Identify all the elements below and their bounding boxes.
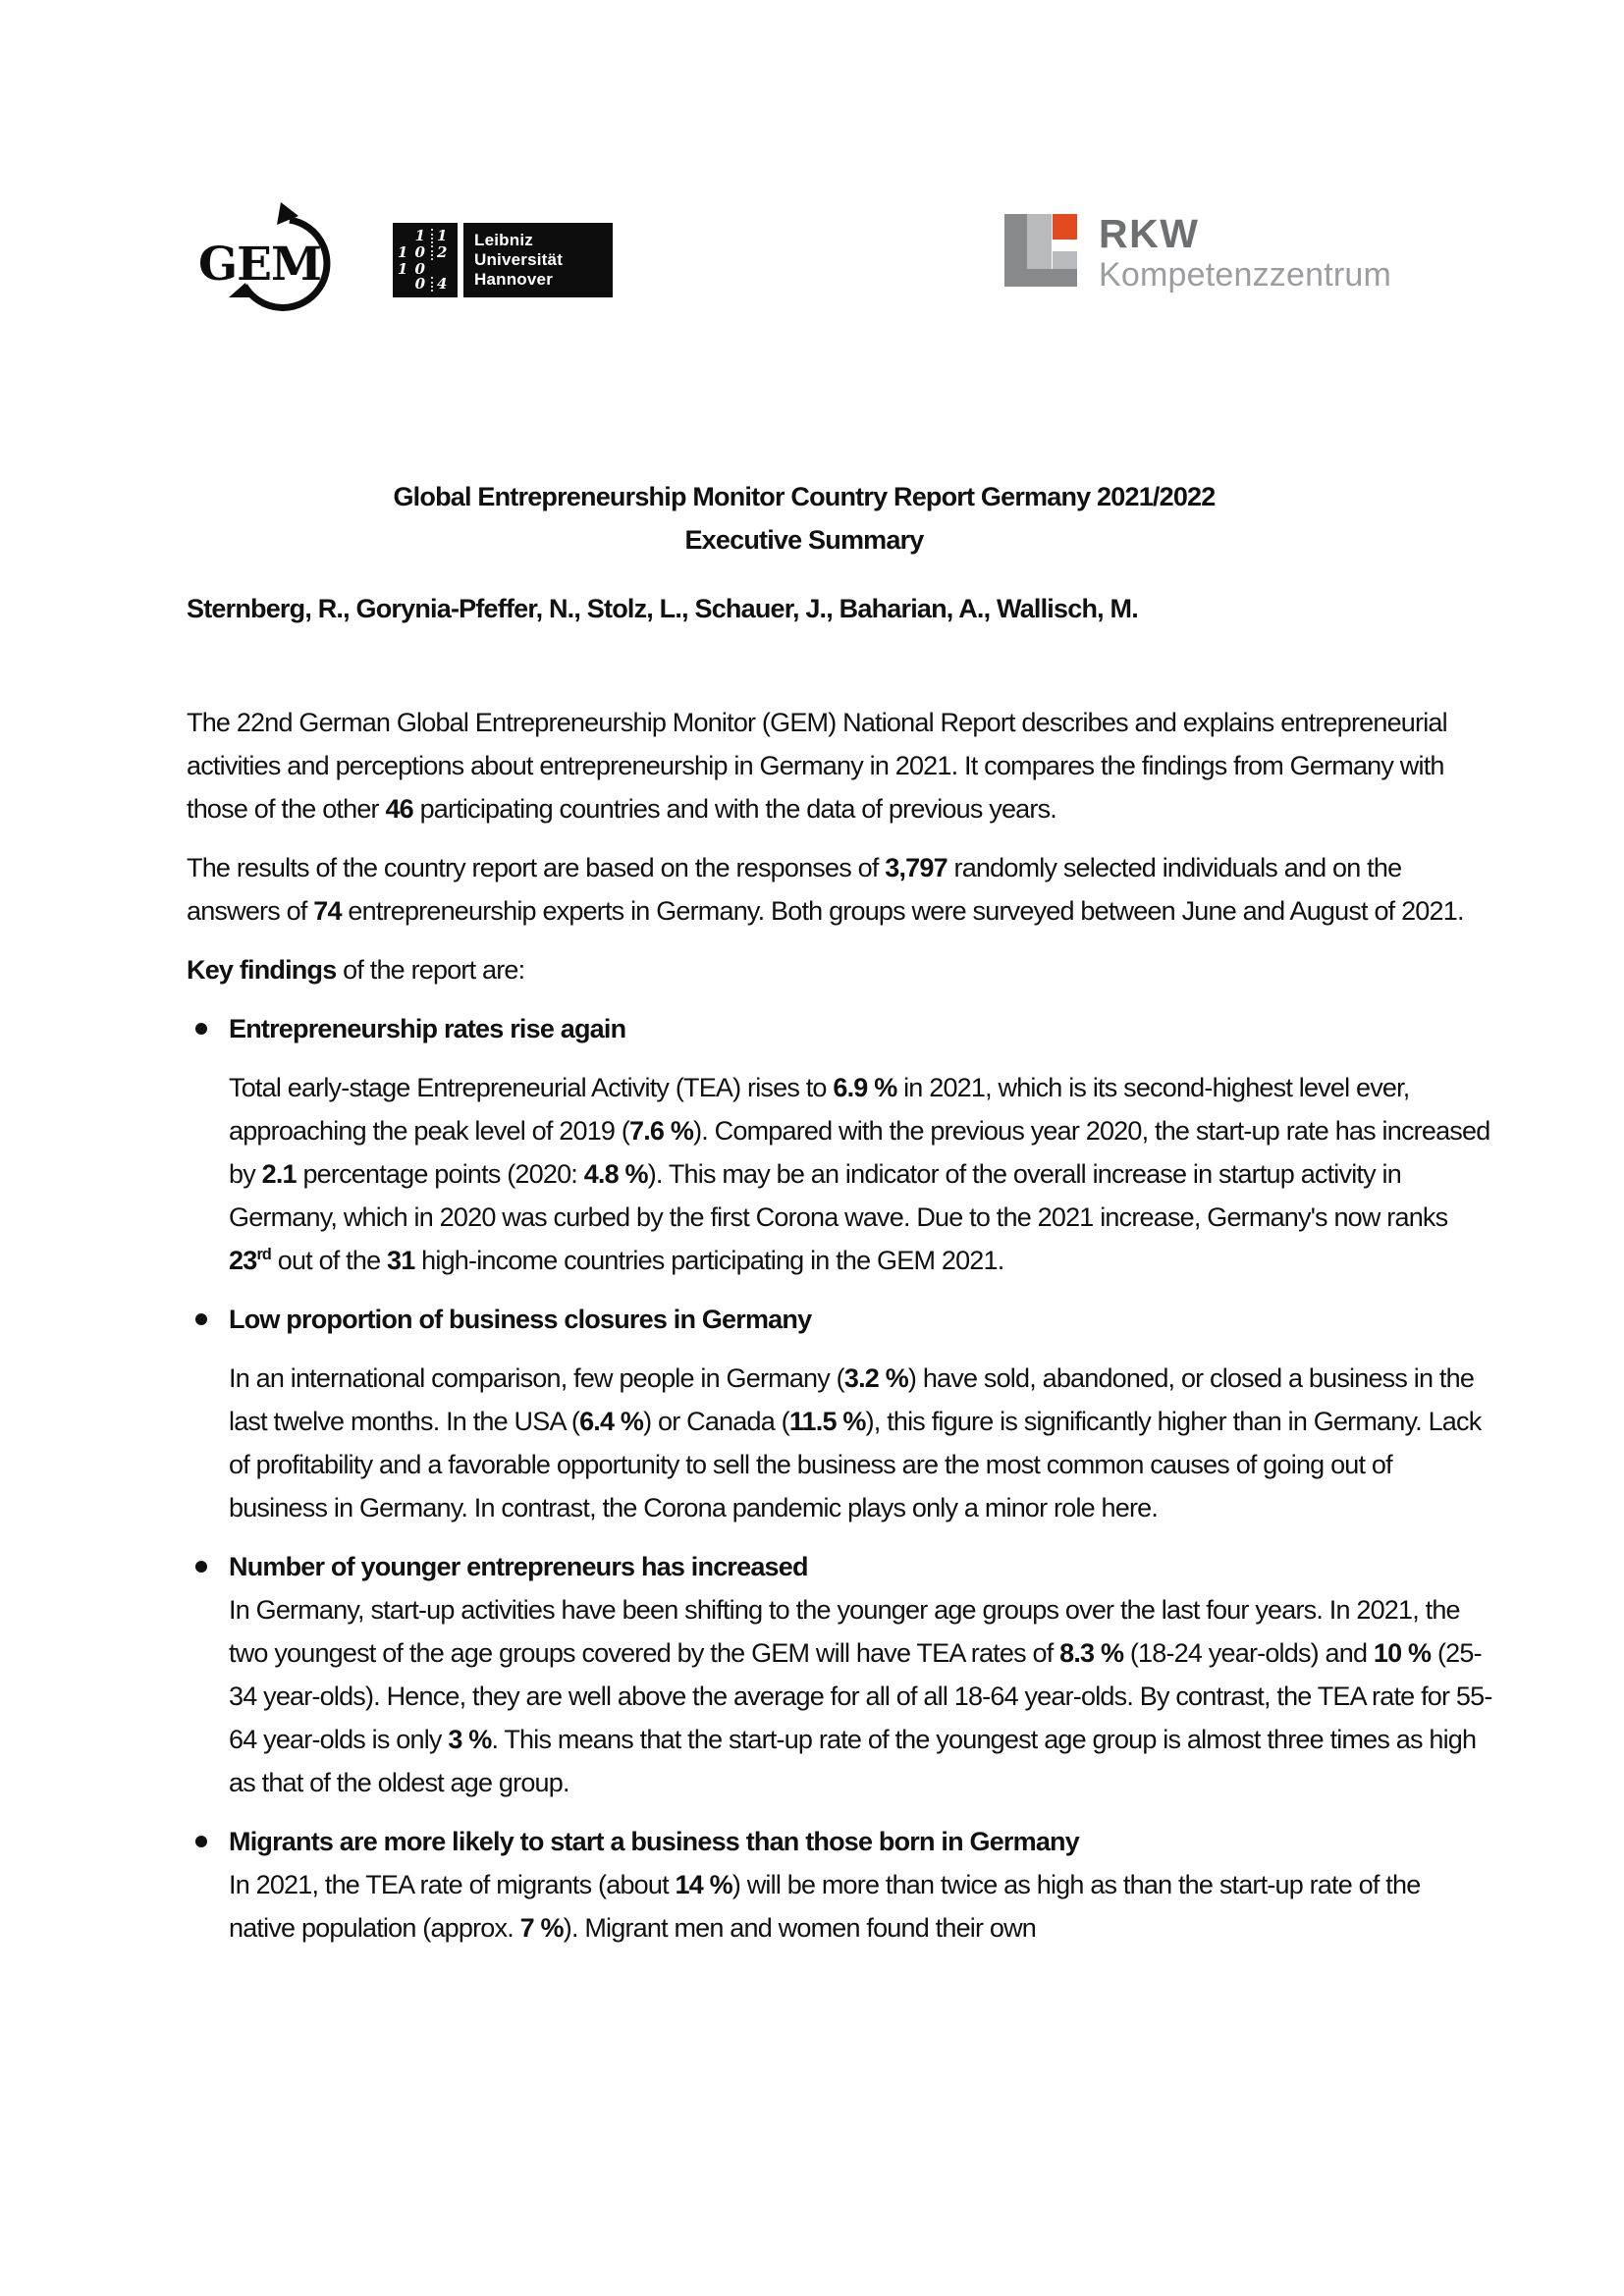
report-title-line2: Executive Summary (684, 525, 924, 555)
bullet-dot-icon (195, 1023, 207, 1035)
key-finding-item (187, 1298, 1492, 1529)
binary-value: 1 0 (397, 243, 426, 261)
key-finding-body: In Germany, start-up activities have been shifting to the younger age groups over the last four years. In 2021, the two youngest of the age groups covered by the GEM will have TEA rates of 8.3 % (18-24 year-olds) and 10 % (25-34 year-olds). Hence, they are well above the average for all of all 18-64 year-olds. By contrast, the TEA rate for 55-64 year-olds is only 3 %. This means that the start-up rate of the youngest age group is almost three times as high as that of the oldest age group. (229, 1595, 1492, 1797)
decimal-value: 1 (431, 229, 452, 243)
intro-paragraph-2: The results of the country report are based on the responses of 3,797 randomly selected individuals and on the answers of 74 entrepreneurship experts in Germany. Both groups were surveyed between June and August of 2021. (187, 853, 1464, 926)
bullet-dot-icon (195, 1836, 207, 1847)
binary-value: 1 (414, 227, 426, 244)
intro-paragraph-1: The 22nd German Global Entrepreneurship Monitor (GEM) National Report describes and explains entrepreneurial activities and perceptions about entrepreneurship in Germany in 2021. It compares the findings from Germany with those of the other 46 participating countries and with the data of previous years. (187, 708, 1447, 824)
key-findings-intro: Key findings of the report are: (187, 955, 525, 985)
bullet-dot-icon (195, 1561, 207, 1573)
key-finding-heading: Entrepreneurship rates rise again (229, 1014, 626, 1043)
key-finding-body: Total early-stage Entrepreneurial Activity (TEA) rises to 6.9 % in 2021, which is its second-highest level ever, approaching the peak level of 2019 (7.6 %). Compared with the previous year 2020, the start-up rate has increased by 2.1 percentage points (2020: 4.8 %). This may be an indicator of the overall increase in startup activity in Germany, which in 2020 was curbed by the first Corona wave. Due to the 2021 increase, Germany's now ranks 23rd out of the 31 high-income countries participating in the GEM 2021. (229, 1073, 1490, 1275)
key-finding-body: In an international comparison, few people in Germany (3.2 %) have sold, abandoned, or closed a business in the last twelve months. In the USA (6.4 %) or Canada (11.5 %), this figure is significantly higher than in Germany. Lack of profitability and a favorable opportunity to sell the business are the most common causes of going out of business in Germany. In contrast, the Corona pandemic plays only a minor role here. (229, 1363, 1482, 1522)
key-finding-item (187, 1820, 1492, 1949)
key-finding-heading: Migrants are more likely to start a business than those born in Germany (229, 1827, 1079, 1856)
leibniz-name-line: Leibniz (474, 231, 533, 249)
key-finding-heading: Low proportion of business closures in Germany (229, 1305, 812, 1334)
gem-logo-text: GEM (198, 238, 321, 292)
key-findings-list (187, 1007, 1492, 1949)
document-body (187, 0, 1492, 1965)
report-title-line1: Global Entrepreneurship Monitor Country Report Germany 2021/2022 (393, 482, 1216, 511)
key-finding-body: In 2021, the TEA rate of migrants (about 14 %) will be more than twice as high as than the start-up rate of the native population (approx. 7 %). Migrant men and women found their own (229, 1870, 1421, 1943)
decimal-value: 4 (431, 277, 452, 292)
key-finding-item (187, 1545, 1492, 1804)
leibniz-name-line: Universität (474, 250, 564, 269)
leibniz-name-line: Hannover (474, 270, 554, 289)
rkw-logo-subtitle: Kompetenzzentrum (1099, 256, 1392, 294)
binary-value: 1 0 0 (397, 260, 426, 293)
decimal-value: 2 (431, 245, 452, 260)
bullet-dot-icon (195, 1313, 207, 1325)
authors-line: Sternberg, R., Gorynia-Pfeffer, N., Stolz, L., Schauer, J., Baharian, A., Wallisch, M. (187, 594, 1138, 623)
rkw-logo-title: RKW (1099, 211, 1200, 256)
key-finding-item (187, 1007, 1492, 1282)
report-title (151, 475, 1457, 561)
key-finding-heading: Number of younger entrepreneurs has increased (229, 1552, 808, 1581)
